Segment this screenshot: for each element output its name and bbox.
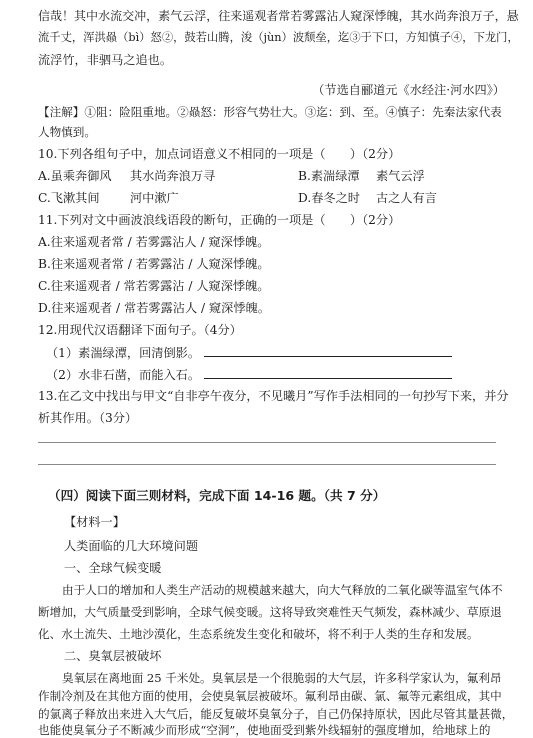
q13-answer-line-2[interactable]	[38, 464, 496, 465]
subheading-ozone: 二、臭氧层被破坏	[64, 649, 162, 663]
paragraph-2-line-2: 作制冷剂及在其他方面的使用，会使臭氧层被破坏。氟利昂由碳、氯、氟等元素组成，其中	[38, 689, 502, 703]
paragraph-2-line-3: 的氯离子释放出来进入大气后，能反复破坏臭氧分子，自己仍保持原状，因此尽管其量甚微，	[38, 707, 514, 721]
paragraph-1-line-1: 由于人口的增加和人类生产活动的规模越来越大，向大气释放的二氧化碳等温室气体不	[62, 583, 503, 597]
q10-option-b-right: 素气云浮	[376, 169, 425, 183]
section-4-heading: （四）阅读下面三则材料，完成下面 14-16 题。（共 7 分）	[48, 488, 386, 503]
subheading-climate: 一、全球气候变暖	[64, 561, 162, 575]
q10-option-d-left: D.春冬之时	[298, 191, 360, 205]
q10-option-a-left: A.虽乘奔御风	[38, 169, 112, 183]
q13-stem-line-1: 13.在乙文中找出与甲文“自非亭午夜分，不见曦月”写作手法相同的一句抄写下来，并分	[38, 389, 509, 403]
paragraph-2-line-4: 也能使臭氧分子不断减少而形成“空洞”，使地面受到紫外线辐射的强度增加，给地球上的	[38, 723, 491, 737]
q12-answer-blank-2[interactable]	[204, 366, 452, 379]
notes-line-1: 【注解】①阻：险阻重地。②赑怒：形容气势壮大。③迄：到、至。④慎子：先秦法家代表	[38, 105, 502, 119]
q11-option-c: C.往来遥观者 / 常若雾露沾 / 人窥深悸魄。	[38, 279, 270, 293]
material-title: 人类面临的几大环境问题	[64, 539, 199, 553]
paragraph-2-line-1: 臭氧层在离地面 25 千米处。臭氧层是一个很脆弱的大气层，许多科学家认为，氟利昂	[62, 671, 502, 685]
q13-answer-line-1[interactable]	[38, 442, 496, 443]
q10-option-b-left: B.素湍绿潭	[298, 169, 360, 183]
q12-sentence-1: （1）素湍绿潭，回清倒影。	[46, 344, 452, 361]
passage-line-1: 信哉！其中水流交冲，素气云浮，往来遥观者常若雾露沾人窥深悸魄，其水尚奔浪万子，悬	[38, 9, 519, 23]
q10-option-a-right: 其水尚奔浪万寻	[130, 169, 216, 183]
notes-line-2: 人物慎到。	[38, 125, 96, 139]
q10-option-c-right: 河中漱广	[130, 191, 179, 205]
q10-option-c-left: C.飞漱其间	[38, 191, 100, 205]
passage-line-2: 流千丈，浑洪赑（bì）怒②，鼓若山腾，浚（jùn）波颓垒，迄③于下口，方知慎子④，下龙门，	[38, 31, 519, 44]
q10-stem: 10.下列各组句子中，加点词语意义不相同的一项是（ ）（2分）	[38, 147, 401, 161]
q11-option-d: D.往来遥观者 / 常若雾露沾人 / 窥深悸魄。	[38, 301, 270, 315]
q12-stem: 12.用现代汉语翻译下面句子。（4分）	[38, 323, 242, 337]
q10-option-d-right: 古之人有言	[376, 191, 437, 205]
passage-line-3: 流浮竹，非驷马之追也。	[38, 53, 173, 67]
q12-sentence-2: （2）水非石凿，而能入石。	[46, 366, 452, 383]
material-one-label: 【材料一】	[64, 515, 125, 529]
paragraph-1-line-3: 化、水土流失、土地沙漠化，生态系统发生变化和破坏，将不利于人类的生存和发展。	[38, 627, 479, 641]
passage-source: （节选自郦道元《水经注·河水四》）	[312, 83, 505, 97]
q13-stem-line-2: 析其作用。（3分）	[38, 411, 138, 425]
q12-answer-blank-1[interactable]	[204, 344, 452, 357]
q11-stem: 11.下列对文中画波浪线语段的断句，正确的一项是（ ）（2分）	[38, 213, 401, 227]
q11-option-a: A.往来遥观者常 / 若雾露沾人 / 窥深悸魄。	[38, 235, 270, 249]
q11-option-b: B.往来遥观者常 / 若雾露沾 / 人窥深悸魄。	[38, 257, 270, 271]
paragraph-1-line-2: 断增加，大气质量受到影响，全球气候变暖。这将导致突难性天气频发，森林减少、草原退	[38, 605, 502, 619]
